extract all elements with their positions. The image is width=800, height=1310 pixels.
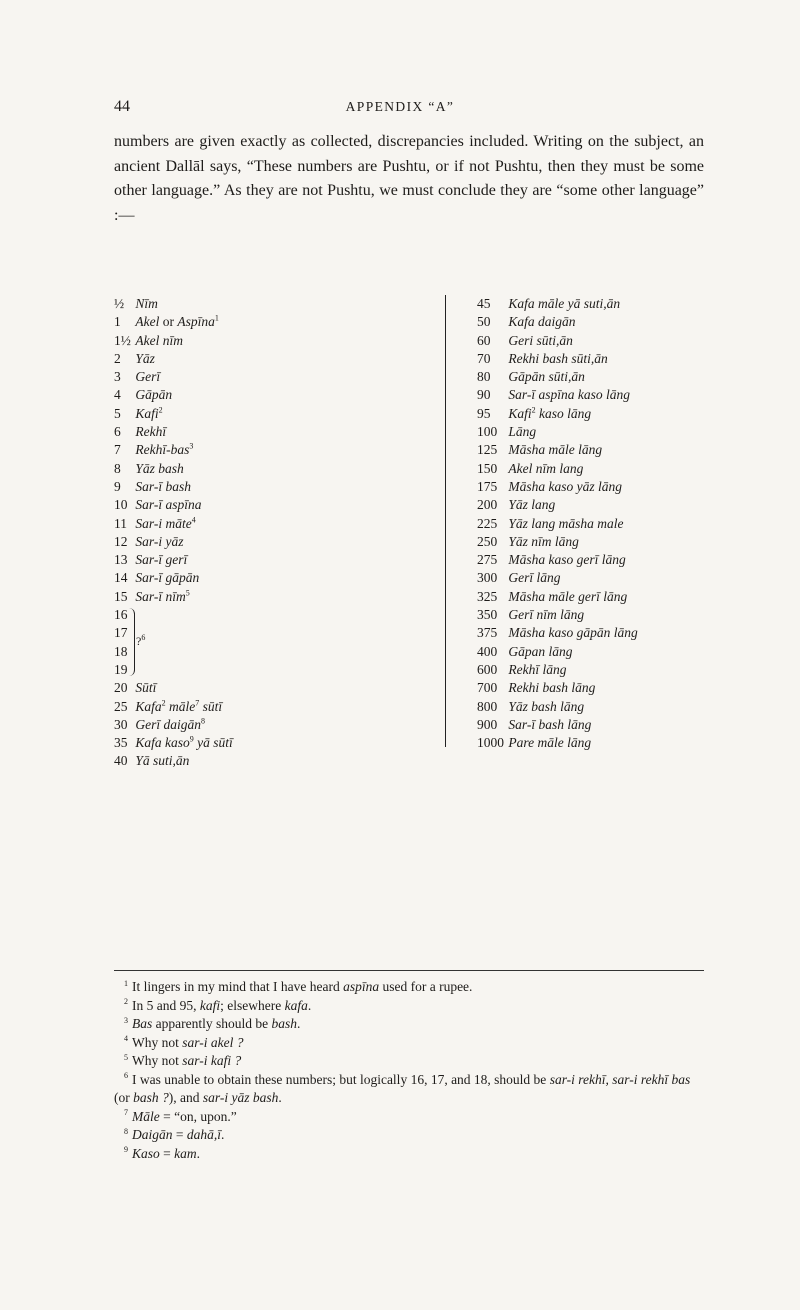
entry-number: 3	[114, 369, 121, 385]
entry-number: 45	[477, 296, 491, 311]
footnote-text: .	[278, 1090, 282, 1105]
entry-number: 125	[477, 442, 498, 458]
footnote-text: .	[196, 1145, 201, 1161]
footnote-ref: 2	[531, 405, 536, 415]
entry-number: 13	[114, 552, 128, 568]
entry-term: Kafi	[135, 405, 159, 421]
entry-term: Pare māle lāng	[508, 735, 592, 751]
footnote-text: .	[307, 997, 312, 1013]
numbers-left-column	[114, 295, 414, 771]
entry-number: 300	[477, 570, 498, 586]
entry-term-part: māle	[165, 698, 196, 714]
entry-term: Māsha māle gerī lāng	[508, 588, 628, 604]
entry-number: 80	[477, 369, 491, 385]
entry-term: Sar-ī bash lāng	[508, 716, 592, 732]
entry-number: 11	[114, 515, 127, 531]
entry-term: Gerī lāng	[508, 570, 561, 586]
footnote-number: 3	[124, 1015, 128, 1025]
number-entry	[114, 478, 414, 496]
entry-term-part: Aspīna	[177, 314, 215, 330]
footnote-number: 7	[124, 1108, 128, 1117]
entry-term: Gāpān	[135, 387, 173, 403]
entry-number: 325	[477, 588, 498, 604]
entry-term: Akel nīm lang	[508, 460, 584, 476]
entry-number: 2	[114, 350, 121, 366]
footnote-text: I was unable to obtain these numbers; but logically 16, 17, and 18, should be	[132, 1071, 550, 1087]
footnote-text: Why not	[132, 1034, 183, 1050]
number-entry	[477, 478, 777, 496]
number-entry	[114, 734, 414, 752]
entry-number: 800	[477, 698, 498, 714]
entry-number: 12	[114, 533, 128, 549]
entry-term: Sar-ī aspīna	[135, 497, 202, 513]
number-entry	[477, 698, 777, 716]
number-entry	[477, 661, 777, 679]
entry-term: Yāz lang	[508, 497, 556, 513]
page-number: 44	[114, 98, 130, 115]
entry-term: Rekhi bash sūti,ān	[508, 350, 608, 366]
number-entry	[114, 643, 414, 661]
footnote	[114, 997, 704, 1016]
footnote-number: 2	[124, 997, 128, 1006]
entry-term: Kafa māle yā suti,ān	[508, 296, 621, 311]
footnote-text: ; elsewhere	[220, 997, 285, 1013]
number-entry	[477, 350, 777, 368]
number-entry	[477, 643, 777, 661]
entry-number: 1½	[114, 332, 131, 348]
entry-number: 35	[114, 735, 128, 751]
entry-number: 15	[114, 588, 128, 604]
footnote-ref: 4	[191, 515, 196, 525]
number-entry	[114, 533, 414, 551]
footnote-text: It lingers in my mind that I have heard	[132, 979, 344, 994]
unknown-entry	[136, 634, 145, 649]
footnote-text: Daigān	[132, 1127, 173, 1142]
number-entry	[114, 569, 414, 587]
footnote-rule	[114, 970, 704, 971]
footnote-text: =	[159, 1145, 175, 1161]
footnote-text: kam	[174, 1145, 197, 1161]
entry-number: 225	[477, 515, 498, 531]
entry-term: Māsha kaso gāpān lāng	[508, 625, 638, 641]
entry-term-part: or	[159, 314, 178, 330]
entry-number: 250	[477, 533, 498, 549]
entry-number: 60	[477, 332, 491, 348]
footnote-text: aspīna	[343, 979, 380, 994]
footnote-ref: 5	[185, 588, 190, 598]
footnote-ref: 2	[158, 405, 163, 415]
entry-number: 350	[477, 607, 498, 623]
entry-term: Sar-i yāz	[135, 533, 184, 549]
footnote-ref: 8	[201, 716, 205, 726]
footnote-text: ), and	[168, 1090, 203, 1105]
entry-term: Gerī daigān	[135, 716, 201, 732]
entry-term: Sar-ī bash	[135, 478, 191, 494]
entry-term-part: sūtī	[199, 698, 223, 714]
footnote-text: dahā,ī	[186, 1127, 222, 1142]
footnote-ref: 7	[195, 698, 200, 708]
entry-number: 9	[114, 478, 121, 494]
footnotes	[114, 978, 704, 1163]
footnote-text: kafa	[284, 997, 308, 1013]
footnote-number: 1	[124, 978, 128, 988]
footnote	[114, 1015, 704, 1034]
entry-term: Yāz	[135, 350, 155, 366]
entry-term: Gerī	[135, 369, 161, 385]
entry-term: Lāng	[508, 424, 537, 440]
footnote-text: In 5 and 95,	[132, 997, 200, 1013]
entry-number: 6	[114, 424, 121, 440]
entry-term: Akel	[135, 314, 160, 330]
footnote-text: =	[172, 1127, 187, 1142]
numbers-right-column	[477, 295, 777, 752]
entry-number: ½	[114, 296, 125, 311]
entry-term-part: kaso lāng	[535, 405, 592, 421]
entry-number: 400	[477, 643, 498, 659]
footnote-text: apparently should be	[152, 1016, 272, 1031]
footnote-text: .	[297, 1016, 301, 1031]
number-entry	[114, 350, 414, 368]
number-entry	[114, 588, 414, 606]
footnote-text: (or	[114, 1090, 134, 1105]
entry-term: Māsha kaso gerī lāng	[508, 552, 626, 568]
number-entry	[477, 423, 777, 441]
footnote-text: Why not	[132, 1053, 183, 1068]
entry-number: 50	[477, 314, 491, 330]
footnote-ref: 3	[189, 441, 194, 451]
entry-number: 375	[477, 625, 498, 641]
footnote-text: sar-i yāz bash	[202, 1090, 279, 1105]
page-header	[0, 98, 800, 120]
entry-term: Kafi	[508, 405, 532, 421]
intro-paragraph: numbers are given exactly as collected, discrepancies included. Writing on the subject, an ancient Dallāl says, “These numbers are Pushtu, or if not Pushtu, then they must be some other language.” As they are not Pushtu, we must conclude they are “some other language” :—	[114, 133, 704, 224]
number-entry	[114, 368, 414, 386]
number-entry	[114, 460, 414, 478]
footnote	[114, 1052, 704, 1071]
number-entry	[477, 313, 777, 331]
entry-number: 40	[114, 753, 128, 769]
entry-number: 8	[114, 460, 121, 476]
number-entry	[114, 441, 414, 459]
footnote-ref: 6	[141, 633, 146, 643]
entry-number: 600	[477, 661, 498, 677]
entry-number: 90	[477, 387, 491, 403]
footnote	[114, 1034, 704, 1053]
entry-number: 200	[477, 497, 498, 513]
entry-term: Nīm	[135, 296, 158, 311]
entry-term: Māsha kaso yāz lāng	[508, 478, 622, 494]
number-entry	[114, 606, 414, 624]
number-entry	[477, 679, 777, 697]
footnote-ref: 1	[214, 313, 219, 323]
footnote-ref: 2	[161, 698, 166, 708]
number-entry	[114, 698, 414, 716]
footnote-text: .	[221, 1127, 225, 1142]
entry-number: 20	[114, 680, 128, 696]
number-entry	[477, 515, 777, 533]
number-entry	[477, 441, 777, 459]
footnote	[114, 1126, 704, 1145]
number-entry	[114, 679, 414, 697]
number-entry	[477, 460, 777, 478]
entry-term: Sar-ī nīm	[135, 588, 186, 604]
number-entry	[114, 295, 414, 313]
entry-term: Sar-ī gāpān	[135, 570, 200, 586]
footnote-text: used for a rupee.	[379, 979, 473, 994]
number-entry	[477, 405, 777, 423]
footnote-text: = “on, upon.”	[159, 1108, 237, 1124]
footnote-text: bash	[271, 1016, 297, 1031]
entry-number: 19	[114, 661, 128, 677]
entry-term: Sar-ī gerī	[135, 552, 188, 568]
footnote-text: sar-i kafi ?	[182, 1053, 242, 1068]
entry-number: 70	[477, 350, 491, 366]
footnote	[114, 1071, 704, 1108]
number-entry	[114, 332, 414, 350]
number-entry	[477, 588, 777, 606]
number-entry	[477, 533, 777, 551]
footnote-number: 4	[124, 1034, 128, 1043]
footnote-text: kafi	[199, 997, 221, 1013]
footnote	[114, 978, 704, 997]
entry-term: Kafa kaso	[135, 735, 190, 751]
entry-term: Gāpān sūti,ān	[508, 369, 585, 385]
entry-term: Rekhī	[135, 424, 167, 440]
number-entry	[477, 624, 777, 642]
entry-term: Geri sūti,ān	[508, 332, 573, 348]
number-entry	[477, 386, 777, 404]
footnote-text: Māle	[132, 1108, 160, 1124]
running-head: APPENDIX “A”	[345, 99, 455, 114]
entry-term: Kafa daigān	[508, 314, 576, 330]
entry-number: 1000	[477, 735, 504, 751]
number-entry	[477, 496, 777, 514]
entry-number: 1	[114, 314, 121, 330]
entry-term: Yāz lang māsha male	[508, 515, 624, 531]
number-entry	[114, 386, 414, 404]
entry-number: 100	[477, 424, 498, 440]
footnote	[114, 1108, 704, 1127]
entry-number: 275	[477, 552, 498, 568]
entry-term: Sar-i māte	[135, 515, 192, 531]
footnote	[114, 1145, 704, 1164]
footnote-ref: 9	[189, 734, 194, 744]
footnote-text: sar-i rekhī, sar-i rekhī bas	[549, 1071, 691, 1087]
number-entry	[477, 332, 777, 350]
entry-number: 10	[114, 497, 128, 513]
entry-number: 7	[114, 442, 121, 458]
number-entry	[114, 661, 414, 679]
number-entry	[477, 606, 777, 624]
footnote-text: sar-i akel ?	[182, 1034, 244, 1050]
entry-number: 17	[114, 625, 128, 641]
number-entry	[477, 368, 777, 386]
footnote-text: Kaso	[132, 1145, 160, 1161]
entry-term: Gerī nīm lāng	[508, 607, 585, 623]
entry-term: Gāpan lāng	[508, 643, 573, 659]
number-entry	[477, 295, 777, 313]
footnote-text: Bas	[132, 1016, 153, 1031]
entry-term: Kafa	[135, 698, 162, 714]
entry-number: 18	[114, 643, 128, 659]
number-entry	[114, 716, 414, 734]
entry-term: Sūtī	[135, 680, 157, 696]
brace-mark	[126, 608, 135, 676]
entry-number: 25	[114, 698, 128, 714]
number-entry	[114, 423, 414, 441]
number-entry	[114, 405, 414, 423]
entry-number: 16	[114, 607, 128, 623]
footnote-number: 6	[124, 1071, 128, 1080]
entry-term: Yāz bash	[135, 460, 184, 476]
entry-term: Rekhī-bas	[135, 442, 190, 458]
entry-term: Yāz bash lāng	[508, 698, 585, 714]
entry-number: 5	[114, 405, 121, 421]
entry-term: Rekhi bash lāng	[508, 680, 596, 696]
entry-term: Yā suti,ān	[135, 753, 190, 769]
footnote-number: 9	[124, 1145, 128, 1154]
entry-number: 30	[114, 716, 128, 732]
number-entry	[114, 496, 414, 514]
entry-number: 95	[477, 405, 491, 421]
entry-number: 900	[477, 716, 498, 732]
entry-number: 4	[114, 387, 121, 403]
entry-number: 14	[114, 570, 128, 586]
entry-number: 700	[477, 680, 498, 696]
footnote-number: 5	[124, 1052, 128, 1062]
column-divider	[445, 295, 446, 747]
braced-numbers-16-19	[114, 606, 414, 679]
entry-term: Rekhī lāng	[508, 661, 567, 677]
number-entry	[114, 515, 414, 533]
entry-number: 175	[477, 478, 498, 494]
unknown-mark: ?	[136, 634, 142, 649]
number-entry	[477, 734, 777, 752]
number-entry	[114, 752, 414, 770]
number-entry	[477, 569, 777, 587]
number-entry	[114, 313, 414, 331]
entry-term: Yāz nīm lāng	[508, 533, 579, 549]
number-entry	[114, 624, 414, 642]
footnote-text: bash ?	[133, 1090, 169, 1105]
entry-term: Māsha māle lāng	[508, 442, 603, 458]
entry-term-part: yā sūtī	[193, 735, 233, 751]
footnote-number: 8	[124, 1126, 128, 1136]
entry-term: Akel nīm	[135, 332, 183, 348]
entry-number: 150	[477, 460, 498, 476]
number-entry	[477, 551, 777, 569]
number-entry	[477, 716, 777, 734]
number-entry	[114, 551, 414, 569]
entry-term: Sar-ī aspīna kaso lāng	[508, 387, 630, 403]
